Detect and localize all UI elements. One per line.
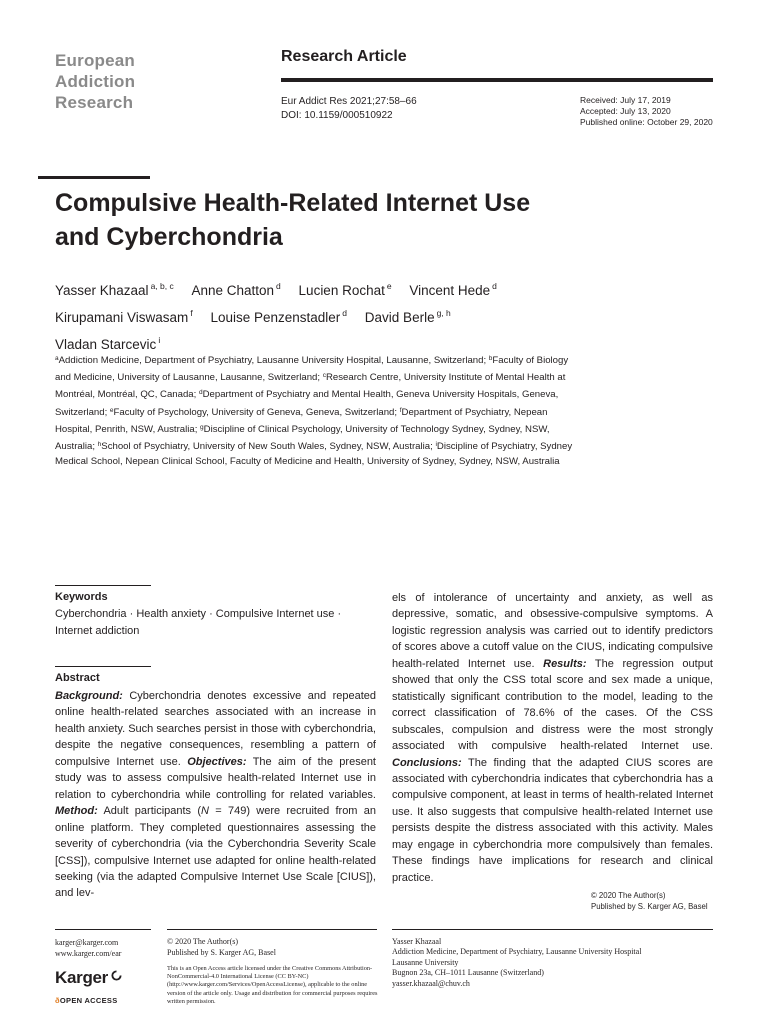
keywords-text: Cyberchondria · Health anxiety · Compulsive Internet use · Internet addiction [55, 608, 342, 637]
keywords-heading: Keywords [55, 591, 108, 603]
journal-name-line: Research [55, 93, 134, 112]
author: Kirupamani Viswasam $^f$ [55, 308, 193, 325]
abstract-text: The finding that the adapted CIUS scores are associated with cyberchondria indicates that cyberchondria has a compulsive component, at least in terms of health-related Internet use. It also suggests that compulsive health-related Internet use persists despite the distress associated with this activity. Males may engage in cyberchondria more compulsively than females. These findings have implications for research and clinical practice. [392, 756, 713, 884]
abstract-column-right [392, 590, 713, 886]
abstract-text: Adult participants ( [97, 805, 202, 818]
abstract-label-background: Background: [55, 690, 123, 702]
abstract-column-left [55, 688, 376, 902]
karger-swirl-icon [111, 970, 122, 981]
corr-address-line: Addiction Medicine, Department of Psychiatry, Lausanne University Hospital [392, 947, 642, 957]
author: Yasser Khazaal $^{a, b, c}$ [55, 281, 174, 298]
abstract-label-results: Results: [543, 657, 587, 670]
abstract-text: The regression output showed that only the CSS total score and sex made a unique, statistically significant contribution to the model, leading to the correct classification of 78.6% of the cases. Of the CSS subscales, compulsion and distress were the most strongly associated with compulsive health-related Internet use. [392, 657, 713, 753]
author: Louise Penzenstadler $^d$ [210, 308, 348, 325]
author: Lucien Rochat $^e$ [298, 281, 392, 298]
doi[interactable]: DOI: 10.1159/000510922 [281, 110, 393, 121]
article-type: Research Article [281, 48, 407, 65]
abstract-text: els of intolerance of uncertainty and anxiety, as well as depressive, somatic, and obsessive-compulsive symptoms. A logistic regression analysis was carried out to identify predictors of scores above a cutoff value on the CIUS, indicating compulsive health-related Internet use. [392, 592, 713, 670]
abstract-label-objectives: Objectives: [187, 755, 247, 768]
corresponding-email[interactable]: yasser.khazaal@chuv.ch [392, 978, 470, 988]
abstract-rule [55, 666, 151, 667]
received-date: Received: July 17, 2019 [580, 95, 671, 105]
copyright-line: © 2020 The Author(s) [591, 891, 666, 900]
author: Vladan Starcevic $^i$ [55, 335, 161, 352]
publisher-email[interactable]: karger@karger.com [55, 938, 119, 947]
abstract-heading: Abstract [55, 672, 100, 684]
abstract-text: The aim of the present study was to assess compulsive health-related Internet use in relation to cyberchondria while controlling for related variables. [55, 755, 376, 801]
footer-rule [55, 929, 151, 930]
author: Vincent Hede $^d$ [409, 281, 497, 298]
open-access-lock-icon: ð [55, 996, 60, 1005]
publisher-contact [55, 937, 121, 959]
abstract-text: = 749) were recruited from an online platform. They completed questionnaires assessing the severity of cyberchondria (via the Cyberchondria Severity Scale [CSS]), compulsive Internet use adapted for online health-related seeking (via the adapted Compulsive Internet Use Scale [CIUS]), and lev- [55, 805, 376, 900]
author: David Berle $^{g, h}$ [364, 308, 451, 325]
corr-address-line: Lausanne University [392, 957, 459, 967]
affiliations: $^a$Addiction Medicine, Department of Psychiatry, Lausanne University Hospital, Lausanne, Switzerland; $^b$Faculty of Biology and Medicine, University of Lausanne, Lausanne, Switzerland; $^c$Research Centre, University Institute of Mental Health at Montréal, Montréal, QC, Canada; $^d$Department of Psychiatry and Mental Health, Geneva University Hospitals, Geneva, Switzerland; $^e$Faculty of Psychology, University of Geneva, Geneva, Switzerland; $^f$Department of Psychiatry, Nepean Hospital, Penrith, NSW, Australia; $^g$Discipline of Clinical Psychology, University of Technology Sydney, Sydney, NSW, Australia; $^h$School of Psychiatry, University of New South Wales, Sydney, NSW, Australia; $^i$Discipline of Psychiatry, Sydney Medical School, Nepean Clinical School, Faculty of Medicine and Health, University of Sydney, Sydney, NSW, Australia [55, 355, 573, 468]
citation: Eur Addict Res 2021;27:58–66 [281, 96, 417, 107]
journal-name-line: European [55, 51, 136, 70]
open-access-badge: ðOPEN ACCESS [55, 996, 118, 1005]
published-date: Published online: October 29, 2020 [580, 117, 713, 127]
publisher-line: Published by S. Karger AG, Basel [591, 902, 708, 911]
footer-rule [167, 929, 377, 930]
journal-name [55, 50, 135, 113]
copyright-line: © 2020 The Author(s) [167, 937, 239, 946]
title-line: Compulsive Health-Related Internet Use [55, 189, 531, 217]
article-title [55, 186, 675, 254]
accepted-date: Accepted: July 13, 2020 [580, 106, 671, 116]
header-rule [281, 78, 713, 82]
title-rule [38, 176, 150, 179]
license-text: This is an Open Access article licensed under the Creative Commons Attribution-NonCommercial-4.0 International License (CC BY-NC) (http://www.karger.com/Services/OpenAccessLicense), applicable to the online version of the article only. Usage and distribution for commercial purposes requires written permission. [167, 965, 378, 1005]
publisher-line: Published by S. Karger AG, Basel [167, 947, 276, 957]
corresponding-author: Yasser Khazaal [392, 937, 442, 946]
keywords-rule [55, 585, 151, 586]
karger-logo [55, 968, 122, 988]
publisher-website[interactable]: www.karger.com/ear [55, 949, 122, 958]
correspondence [392, 937, 692, 989]
journal-name-line: Addiction [55, 72, 136, 91]
sample-size-symbol: N [201, 805, 209, 818]
citation-block [281, 95, 417, 123]
brand-name: Karger [55, 968, 109, 987]
abstract-label-conclusions: Conclusions: [392, 756, 462, 769]
author: Anne Chatton $^d$ [191, 281, 281, 298]
author-list [55, 275, 735, 356]
abstract-copyright [591, 890, 708, 912]
abstract-label-method: Method: [55, 805, 98, 818]
footer-rule [392, 929, 713, 930]
author-line [55, 275, 735, 302]
publication-dates [580, 95, 713, 128]
footer-copyright [167, 937, 276, 958]
title-line: and Cyberchondria [55, 223, 283, 251]
corr-address-line: Bugnon 23a, CH–1011 Lausanne (Switzerland) [392, 968, 544, 978]
author-line [55, 302, 735, 329]
abstract-text: Cyberchondria denotes excessive and repeated online health-related searches associated with an increase in health anxiety. Such searches persist in those with cyberchondria, despite the negative consequences, resembling a pattern of compulsive Internet use. [55, 690, 376, 768]
